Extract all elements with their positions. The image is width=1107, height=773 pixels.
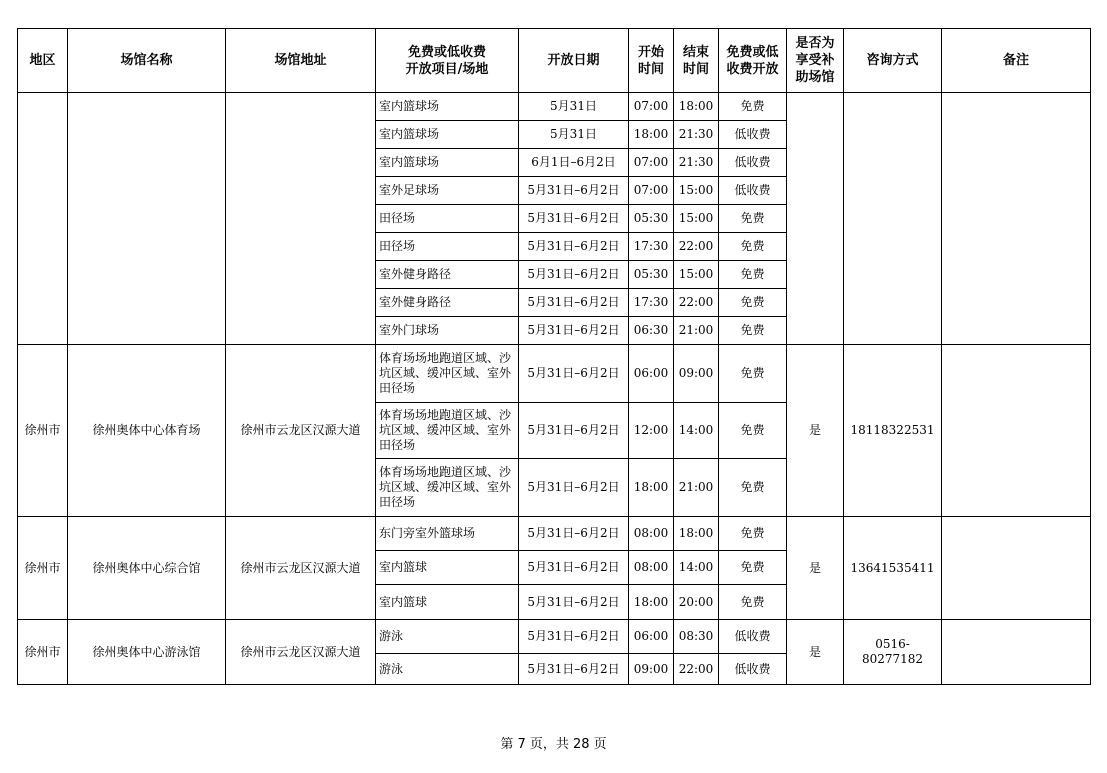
contact-cell [844,93,942,345]
project-cell: 室外门球场 [376,317,519,345]
start-time-cell: 12:00 [629,403,674,459]
end-time-cell: 15:00 [674,205,719,233]
date-cell: 5月31日–6月2日 [519,403,629,459]
remark-cell [942,93,1091,345]
date-cell: 5月31日 [519,121,629,149]
start-time-cell: 07:00 [629,149,674,177]
venue-address-cell [226,93,376,345]
project-cell: 游泳 [376,620,519,654]
table-row [18,620,1091,654]
end-time-cell: 09:00 [674,345,719,403]
fee-cell: 低收费 [719,121,787,149]
project-cell: 田径场 [376,205,519,233]
contact-cell: 13641535411 [844,517,942,620]
end-time-cell: 22:00 [674,654,719,685]
end-time-cell: 14:00 [674,551,719,585]
date-cell: 5月31日–6月2日 [519,289,629,317]
start-time-cell: 06:00 [629,620,674,654]
start-time-cell: 08:00 [629,551,674,585]
project-cell: 体育场场地跑道区域、沙坑区域、缓冲区域、室外田径场 [376,345,519,403]
date-cell: 5月31日–6月2日 [519,317,629,345]
project-cell: 体育场场地跑道区域、沙坑区域、缓冲区域、室外田径场 [376,459,519,517]
date-cell: 5月31日–6月2日 [519,261,629,289]
header-end-time: 结束 时间 [674,29,719,93]
date-cell: 5月31日–6月2日 [519,517,629,551]
fee-cell: 免费 [719,403,787,459]
end-time-cell: 21:00 [674,459,719,517]
venue-name-cell: 徐州奥体中心游泳馆 [68,620,226,685]
start-time-cell: 17:30 [629,289,674,317]
venue-schedule-table [17,28,1091,685]
remark-cell [942,620,1091,685]
start-time-cell: 18:00 [629,585,674,620]
date-cell: 5月31日–6月2日 [519,620,629,654]
region-cell [18,93,68,345]
table-row [18,93,1091,121]
start-time-cell: 17:30 [629,233,674,261]
venue-name-cell [68,93,226,345]
date-cell: 5月31日–6月2日 [519,205,629,233]
fee-cell: 免费 [719,261,787,289]
date-cell: 5月31日–6月2日 [519,345,629,403]
fee-cell: 低收费 [719,149,787,177]
remark-cell [942,517,1091,620]
subsidy-cell [787,93,844,345]
start-time-cell: 06:00 [629,345,674,403]
project-cell: 室内篮球 [376,551,519,585]
fee-cell: 免费 [719,93,787,121]
start-time-cell: 06:30 [629,317,674,345]
start-time-cell: 05:30 [629,205,674,233]
date-cell: 5月31日–6月2日 [519,459,629,517]
date-cell: 6月1日–6月2日 [519,149,629,177]
contact-cell: 18118322531 [844,345,942,517]
fee-cell: 免费 [719,205,787,233]
header-remark: 备注 [942,29,1091,93]
header-date: 开放日期 [519,29,629,93]
date-cell: 5月31日–6月2日 [519,233,629,261]
end-time-cell: 21:30 [674,121,719,149]
start-time-cell: 18:00 [629,121,674,149]
end-time-cell: 15:00 [674,177,719,205]
date-cell: 5月31日–6月2日 [519,585,629,620]
venue-address-cell: 徐州市云龙区汉源大道 [226,345,376,517]
project-cell: 游泳 [376,654,519,685]
venue-name-cell: 徐州奥体中心综合馆 [68,517,226,620]
end-time-cell: 22:00 [674,289,719,317]
project-cell: 东门旁室外篮球场 [376,517,519,551]
end-time-cell: 08:30 [674,620,719,654]
region-cell: 徐州市 [18,345,68,517]
project-cell: 室内篮球 [376,585,519,620]
end-time-cell: 15:00 [674,261,719,289]
header-start-time: 开始 时间 [629,29,674,93]
header-region: 地区 [18,29,68,93]
project-cell: 室外健身路径 [376,261,519,289]
start-time-cell: 09:00 [629,654,674,685]
subsidy-cell: 是 [787,345,844,517]
project-cell: 室内篮球场 [376,121,519,149]
project-cell: 室内篮球场 [376,149,519,177]
end-time-cell: 20:00 [674,585,719,620]
table-row [18,517,1091,551]
fee-cell: 免费 [719,517,787,551]
end-time-cell: 14:00 [674,403,719,459]
project-cell: 室外健身路径 [376,289,519,317]
contact-cell: 0516-80277182 [844,620,942,685]
date-cell: 5月31日–6月2日 [519,551,629,585]
start-time-cell: 05:30 [629,261,674,289]
header-subsidy: 是否为 享受补 助场馆 [787,29,844,93]
end-time-cell: 18:00 [674,93,719,121]
fee-cell: 低收费 [719,177,787,205]
venue-name-cell: 徐州奥体中心体育场 [68,345,226,517]
fee-cell: 低收费 [719,654,787,685]
date-cell: 5月31日–6月2日 [519,654,629,685]
start-time-cell: 18:00 [629,459,674,517]
fee-cell: 免费 [719,551,787,585]
venue-address-cell: 徐州市云龙区汉源大道 [226,620,376,685]
fee-cell: 免费 [719,317,787,345]
header-venue-address: 场馆地址 [226,29,376,93]
end-time-cell: 18:00 [674,517,719,551]
venue-address-cell: 徐州市云龙区汉源大道 [226,517,376,620]
remark-cell [942,345,1091,517]
start-time-cell: 07:00 [629,93,674,121]
region-cell: 徐州市 [18,620,68,685]
header-venue-name: 场馆名称 [68,29,226,93]
table-row [18,345,1091,403]
end-time-cell: 21:00 [674,317,719,345]
date-cell: 5月31日 [519,93,629,121]
fee-cell: 免费 [719,585,787,620]
fee-cell: 免费 [719,233,787,261]
project-cell: 室内篮球场 [376,93,519,121]
subsidy-cell: 是 [787,620,844,685]
start-time-cell: 07:00 [629,177,674,205]
fee-cell: 免费 [719,459,787,517]
header-fee-type: 免费或低 收费开放 [719,29,787,93]
date-cell: 5月31日–6月2日 [519,177,629,205]
region-cell: 徐州市 [18,517,68,620]
fee-cell: 免费 [719,289,787,317]
fee-cell: 低收费 [719,620,787,654]
project-cell: 室外足球场 [376,177,519,205]
header-contact: 咨询方式 [844,29,942,93]
project-cell: 体育场场地跑道区域、沙坑区域、缓冲区域、室外田径场 [376,403,519,459]
subsidy-cell: 是 [787,517,844,620]
header-project: 免费或低收费 开放项目/场地 [376,29,519,93]
end-time-cell: 21:30 [674,149,719,177]
end-time-cell: 22:00 [674,233,719,261]
fee-cell: 免费 [719,345,787,403]
project-cell: 田径场 [376,233,519,261]
page-number-footer: 第 7 页，共 28 页 [500,737,607,752]
start-time-cell: 08:00 [629,517,674,551]
header-row [18,29,1091,93]
